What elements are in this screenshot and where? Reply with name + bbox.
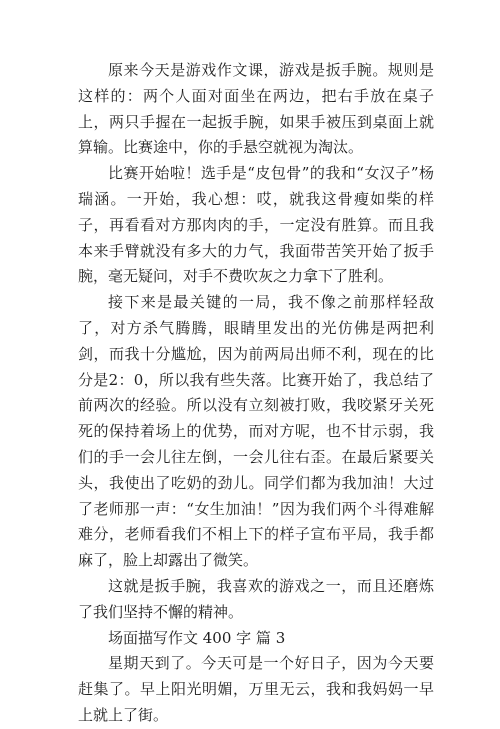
section-heading: 场面描写作文 400 字 篇 3 bbox=[108, 628, 286, 647]
paragraph-rules: 原来今天是游戏作文课，游戏是扳手腕。规则是这样的：两个人面对面坐在两边，把右手放在桌子上，两只手握在一起扳手腕，如果手被压到桌面上就算输。比赛途中，你的手悬空就视为淘汰。 bbox=[78, 61, 434, 157]
paragraph-final-round: 接下来是最关键的一局，我不像之前那样轻敌了，对方杀气腾腾，眼睛里发出的光仿佛是两把利剑，而我十分尴尬，因为前两局出师不利，现在的比分是2：0，所以我有些失落。比赛开始了，我总结了前两次的经验。所以没有立刻被打败，我咬紧牙关死死的保持着场上的优势，而对方呢，也不甘示弱，我们的手一会儿往左倒，一会儿往右歪。在最后紧要关头，我使出了吃奶的劲儿。同学们都为我加油！大过了老师那一声：“女生加油！”因为我们两个斗得难解难分，老师看我们不相上下的样子宣布平局，我手都麻了，脸上却露出了微笑。 bbox=[78, 293, 434, 570]
paragraph-first-round: 比赛开始啦！选手是“皮包骨”的我和“女汉子”杨瑞涵。一开始，我心想：哎，就我这骨瘦如柴的样子，再看看对方那肉肉的手，一定没有胜算。而且我本来手臂就没有多大的力气，我面带苦笑开始了扳手腕，毫无疑问，对手不费吹灰之力拿下了胜利。 bbox=[78, 164, 434, 286]
paragraph-conclusion: 这就是扳手腕，我喜欢的游戏之一，而且还磨炼了我们坚持不懈的精神。 bbox=[78, 576, 434, 621]
document-body bbox=[78, 58, 434, 729]
paragraph-sunday: 星期天到了。今天可是一个好日子，因为今天要赶集了。早上阳光明媚，万里无云，我和我妈妈一早上就上了街。 bbox=[78, 654, 434, 724]
